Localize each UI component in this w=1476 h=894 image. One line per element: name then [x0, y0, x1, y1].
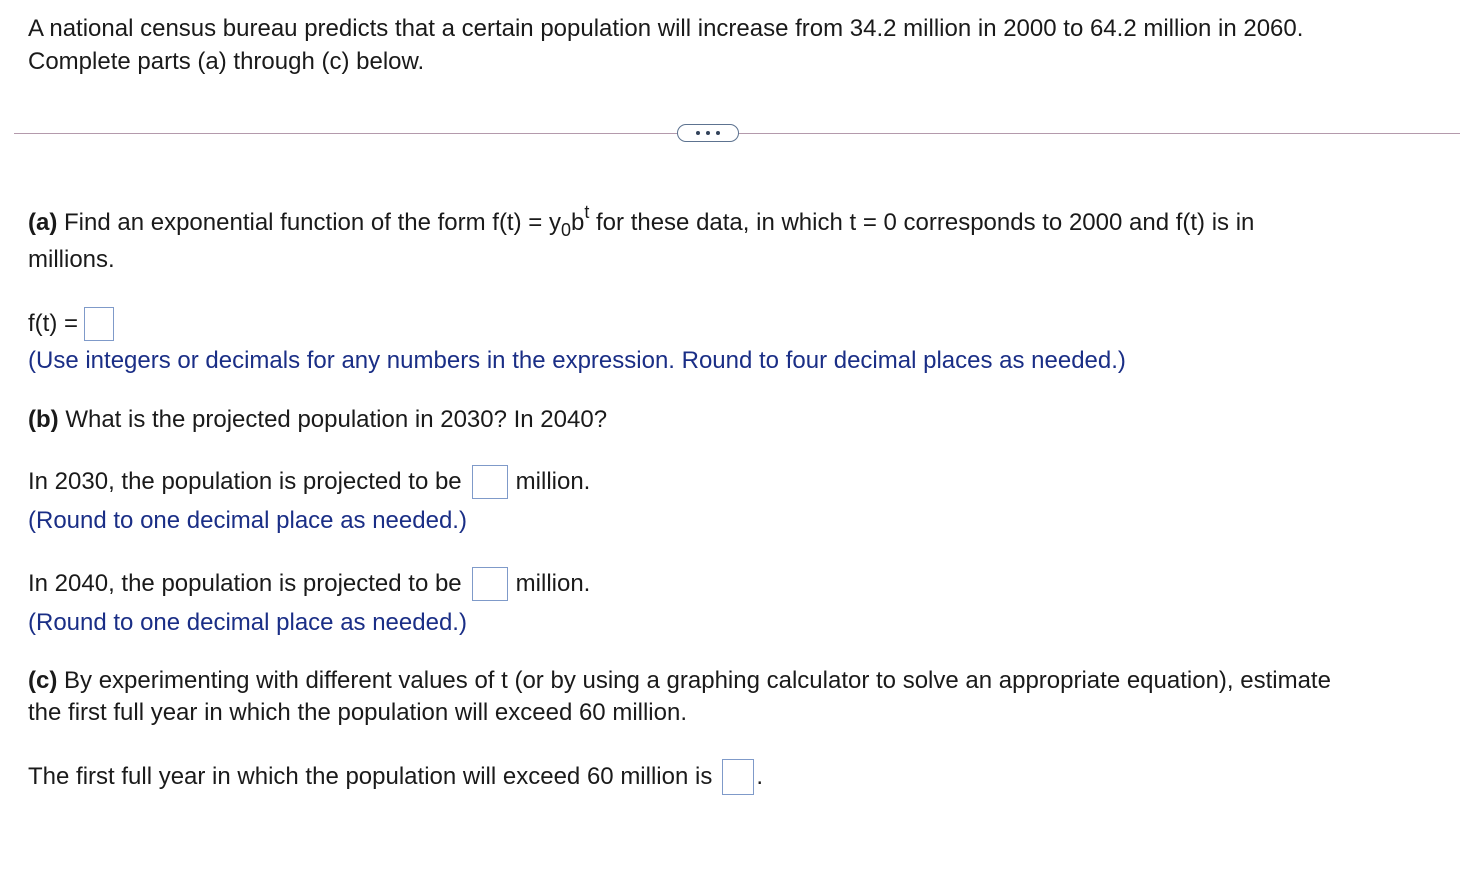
- part-c-answer-box[interactable]: [722, 759, 754, 795]
- ellipsis-icon: [696, 131, 700, 135]
- part-c-question-line1: By experimenting with different values of t (or by using a graphing calculator to solve an appropriate equation), estimate: [57, 667, 1331, 694]
- part-a-text-after: for these data, in which t = 0 corresponds to 2000 and f(t) is in: [589, 209, 1255, 236]
- ellipsis-icon-dot: [706, 131, 710, 135]
- problem-intro-line1: A national census bureau predicts that a certain population will increase from 34.2 million in 2000 to 64.2 million in 2060.: [28, 15, 1304, 42]
- part-a-hint: (Use integers or decimals for any numbers in the expression. Round to four decimal places as needed.): [28, 347, 1126, 374]
- part-a-question: [28, 202, 1254, 241]
- part-c-question-line2: the first full year in which the population will exceed 60 million.: [28, 699, 688, 726]
- part-c-answer-row: [28, 759, 763, 795]
- part-b-2040-prefix: In 2040, the population is projected to be: [28, 570, 462, 597]
- part-b-2030-answer-box[interactable]: [472, 465, 508, 499]
- part-a-label: (a): [28, 209, 58, 236]
- part-b-question: [28, 406, 607, 434]
- problem-statement: [28, 12, 1448, 78]
- part-a-text-before: Find an exponential function of the form f(t) = y: [57, 209, 561, 236]
- part-a-answer-row: [28, 307, 114, 341]
- part-a-base: b: [570, 209, 585, 236]
- part-b-2040-row: [28, 567, 590, 601]
- part-a-superscript: t: [584, 202, 590, 222]
- part-a-question-line2: millions.: [28, 246, 115, 273]
- part-b-question-text: What is the projected population in 2030? In 2040?: [58, 406, 608, 433]
- part-a-answer-box[interactable]: [84, 307, 114, 341]
- part-c-label: (c): [28, 667, 58, 694]
- part-b-2040-suffix: million.: [515, 570, 591, 597]
- part-a-answer-prefix: f(t) =: [28, 310, 79, 337]
- show-more-button[interactable]: [677, 124, 739, 142]
- part-b-label: (b): [28, 406, 59, 433]
- part-b-2030-suffix: million.: [515, 468, 591, 495]
- part-b-2040-answer-box[interactable]: [472, 567, 508, 601]
- problem-intro-line2: Complete parts (a) through (c) below.: [28, 48, 425, 75]
- part-b-2030-hint: (Round to one decimal place as needed.): [28, 507, 467, 534]
- part-b-2030-row: [28, 465, 590, 499]
- ellipsis-icon-dot: [716, 131, 720, 135]
- part-c-answer-suffix: .: [756, 763, 763, 790]
- part-c-question: [28, 667, 1331, 695]
- part-a-subscript: 0: [560, 220, 571, 240]
- part-c-answer-prefix: The first full year in which the population will exceed 60 million is: [28, 763, 713, 790]
- part-b-2040-hint: (Round to one decimal place as needed.): [28, 609, 467, 636]
- part-b-2030-prefix: In 2030, the population is projected to be: [28, 468, 462, 495]
